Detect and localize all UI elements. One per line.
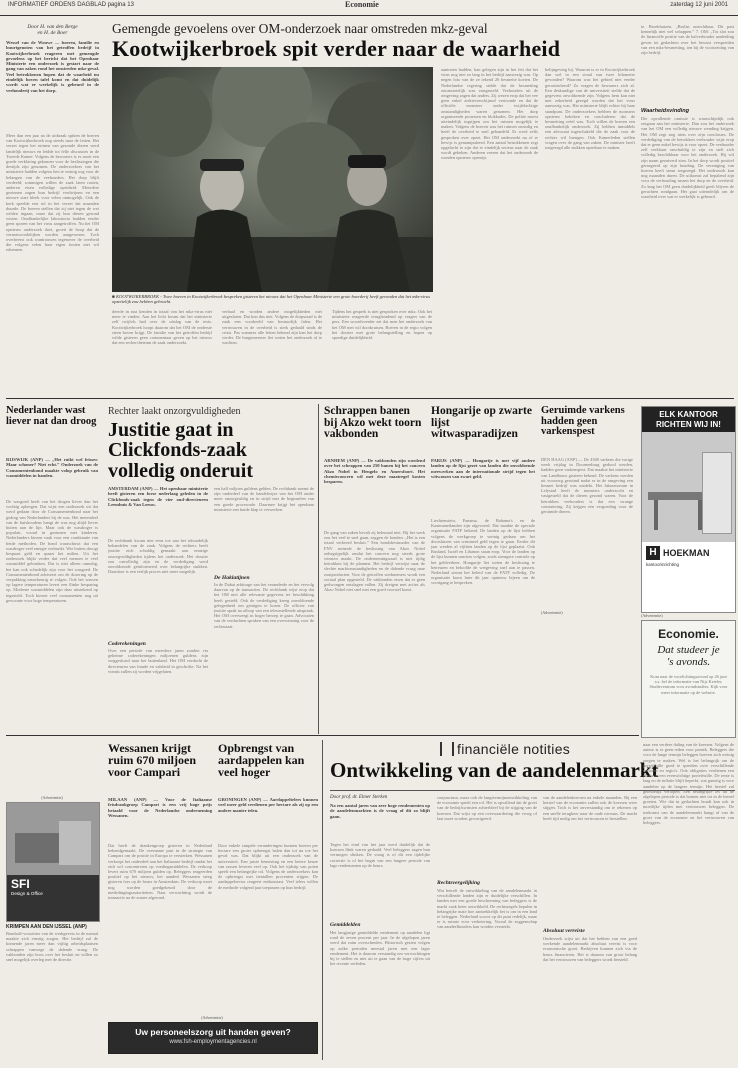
office-photo bbox=[7, 803, 99, 875]
ad-label-economie: (Advertentie) bbox=[641, 613, 663, 618]
lead-caption: ■ KOOTWIJKERBROEK - Twee boeren in Kootwijkerbroek bespreken gisteren het nieuws dat het Openbaar Ministerie een grote boerderij heeft gevonden dat het mkz-virus opzettelijk zou hebben gebracht. bbox=[112, 294, 431, 305]
lead-col2: deerde in rust kenden in totaal van het mkz-virus niet meer te vinden. Aan het licht kwam dat het ministerie zelf twijfels had over de uitslag van de tests. Kootwijkerbroek hoopt daarom dat het OM de onderste steen boven krijgt. De familie van het getroffen bedrijf wilde gisteren geen commentaar geven op het nieuws dat een rechercheteam de zaak onderzoekt. bbox=[112, 309, 212, 346]
economie-advertisement[interactable] bbox=[641, 620, 736, 738]
hoekman-title-top: ELK KANTOOR bbox=[642, 407, 735, 420]
sub-rechtsvergelijking: Rechtsvergelijking bbox=[437, 880, 480, 886]
sub-haklatijnen: De Haklatijnen bbox=[214, 575, 250, 581]
sfi-logo: SFI bbox=[11, 877, 30, 891]
notities-mark-icon bbox=[440, 742, 454, 756]
banner-line-1: Uw personeelszorg uit handen geven? bbox=[135, 1027, 291, 1037]
lead-col1: Meer dan een jaar na de uitbraak spitten de boeren van Kootwijkerbroek nog steeds naar de feiten. Het verzet tegen het ruimen van gezonde dieren werd landelijk nieuws en leidde tot felle discussies in de Tweede Kamer. Volgens de bewoners is er nooit een goede verklaring gekomen voor de beslissingen die destijds zijn genomen. De onderzoekers van het ministerie hadden volgens hen te weinig oog voor de belangen van de veehouders. Het dorp blijft verdeeld; sommigen willen de zaak laten rusten, anderen eisen volledige openheid. Meerdere gezinnen zagen hun bedrijf verdwijnen en een nieuwe start bleek voor velen onmogelijk. Ook de kerk speelde een rol in het verzet dat maanden duurde. De boeren stellen dat zij niet tegen de wet wilden ingaan, maar dat zij hun dieren gezond wisten. Onafhankelijke laboratoria hadden eerder geen sporen van het virus aangetroffen. Nu het OM opnieuw onderzoek doet, groeit de hoop dat de verantwoordelijken worden aangewezen. Toch overheerst ook wantrouwen tegenover de overheid die volgens velen haar eigen fouten niet wil erkennen. bbox=[6, 133, 99, 253]
justitie-kicker: Rechter laakt onzorgvuldigheden bbox=[108, 406, 241, 417]
divider-2 bbox=[322, 740, 323, 1060]
sub-waarheidsvinding: Waarheidsvinding bbox=[641, 108, 690, 114]
lead-col7-top: te. Broekhuizen. „Beslist onzichtbaar. Dit past kennelijk niet wel schappen.” 7. OM: „Tot slot zou de financiële positie van de kalverhouder aanleiding geven tot gedachten over het bewust verspreiden van een mkz-besmetting, ten bij de voortzetting van zijn bedrijf. bbox=[641, 24, 734, 56]
nederlander-headline: Nederlander wast liever nat dan droog bbox=[6, 405, 97, 427]
financiele-notities-section: financiële notities bbox=[440, 741, 600, 757]
opbrengst-body: Door enkele simpele veranderingen kunnen boeren per hectare een groter opbrengst halen dan tot nu toe het geval was. Dat blijkt uit een onderzoek van de universiteit. Een juiste bemesting en een betere keuze van rassen leveren veel op. Ook het tijdstip van poten speelt een belangrijke rol. Volgens de onderzoekers kan de opbrengst met tientallen procenten stijgen. De aardappelsector reageert enthousiast. Veel telers willen de methode volgend jaar toepassen op hun bedrijf. bbox=[218, 843, 318, 890]
schrappen-body: De gang van zaken bevalt zij helemaal niet. Bij het werk zou het veel te snel gaan, zeggen de bonden. „Het is een totaal verkeerd besluit.” Een bondsbestuurder van de FNV noemde de beslissing van Akzo Nobel onbegrijpelijk omdat het concern nog steeds grote winsten maakt. De ondernemingsraad is niet tijdig betrokken bij de plannen. Het bedrijf verwijst naar de slechte marktomstandigheden en de dalende vraag naar zoutproducten. Voor de getroffen werknemers wordt een sociaal plan opgesteld. De vakbonden eisen dat er geen gedwongen ontslagen vallen. Zij dreigen met acties als Akzo Nobel niet snel met een goed voorstel komt. bbox=[324, 530, 425, 593]
lead-col7: Die opvallende omissie is waarschijnlijk ook ontgaan aan het ministerie. Dan zou het onderzoek van het OM een volledig nieuwe wending krijgen. Het OM zegt nog niets over zijn conclusies. De verdediging van de betrokken veehouder wijst erop dat er geen enkel bewijs is voor opzet. De veehouder zelf verklaart onschuldig te zijn en stelt zich volledig beschikbaar voor het onderzoek. Hij wil zijn naam gezuiverd zien. In het dorp wordt positief gereageerd op zijn houding. De vereniging van boeren heeft steun toegezegd. Het onderzoek kan nog maanden duren. De uitkomst zal bepalend zijn voor de verhouding tussen het dorp en de overheid. Zo lang het OM geen duidelijkheid geeft blijven de geruchten rondgaan. Het gaat uiteindelijk om de waarheid over wat er werkelijk is gebeurd. bbox=[641, 116, 734, 200]
section-rule-2 bbox=[6, 735, 639, 736]
office-interior-photo bbox=[642, 432, 735, 542]
aandelen-intro: Na een aantal jaren van zeer hoge rendementen op de aandelenmarkten is de vraag of dit zo blijft gaan. bbox=[330, 803, 430, 819]
justitie-col1b: Over een periode van meerdere jaren zouden via geheime coderekeningen miljoenen guldens zijn weggesluisd naar het buitenland. Het OM verdacht de directeuren van fraude en valsheid in geschrifte. Na het vonnis zullen zij worden vrijgelaten. bbox=[108, 648, 208, 674]
krimpen-body: Bomhoff-voorzitter van de werkgevers in de metaal maakte zich ernstig zorgen. Het bedrijf zal de komende jaren meer dan vijftig arbeidsplaatsen schrappen vanwege de dalende vraag. De vakbonden zijn boos over het besluit en willen zo snel mogelijk overleg met de directie. bbox=[6, 931, 98, 963]
sfi-sub: Design & Office bbox=[11, 891, 43, 896]
justitie-col2: een half miljoen guldens gelden. De rechtbank noemt de zijn onderdeel van de handelwijze van het OM onder meer onzorgvuldig en in strijd met de beginselen van een goede procesorde. Daarmee krijgt het openbaar ministerie een harde klap te verwerken. bbox=[214, 486, 314, 512]
aandelen-col4: naar een verdere daling van de koersen. Volgens de auteur is er geen reden voor paniek. Beleggers die voor de lange termijn beleggen hoeven zich weinig zorgen te maken. Wel is het belangrijk om de portefeuille goed te spreiden over verschillende sectoren en regio's. Ook obligaties verdienen een plaats in een evenwichtige portefeuille. De rente is laag en de inflatie blijft beperkt, wat gunstig is voor aandelen op de langere termijn. Het herstel zal geleidelijk verlopen. Een belangrijke les uit de afgelopen periode is dat bomen niet tot in de hemel groeien. Wie dat in gedachten houdt kan ook in moeilijke tijden met vertrouwen beleggen. De toekomst van de aandelenmarkt hangt af van de groei van de economie en het vertrouwen van beleggers. bbox=[643, 742, 734, 826]
opbrengst-headline: Opbrengst van aardappelen kan veel hoger bbox=[218, 741, 305, 780]
economie-slogan-1: Dat studeer je bbox=[657, 644, 720, 656]
hoekman-brand: HOEKMAN bbox=[663, 548, 710, 558]
byline: Door H. van den Berge en H. de Boer bbox=[27, 24, 78, 36]
hoekman-sub: kantoorinrichting bbox=[646, 562, 680, 567]
ad-label-geruimde: (Advertentie) bbox=[541, 610, 563, 615]
lead-col3: verbaal en worden andere mogelijkheden niet uitgesloten. Dat kon dus niet. Volgens de dorpsraad is de zaak een voorbeeld van bestuurlijk falen. Het vertrouwen in de overheid is sterk gedaald sinds de crisis. Pas wanneer alle feiten bekend zijn kan het dorp verder. De burgemeester liet weten het onderzoek af te wachten. bbox=[222, 309, 322, 346]
hoekman-advertisement[interactable] bbox=[641, 406, 736, 613]
aandelen-byline: Door prof. dr. Elmer Sterken bbox=[330, 795, 388, 800]
hongarije-body: Liechtenstein, Panama, de Bahama's en de Kaaimaneilanden zijn afgevoerd. Dat maakte de speciale organisatie FATF bekend. De landen op de lijst hebben volgens de werkgroep te weinig gedaan om het doorsluizen van crimineel geld tegen te gaan. Eerder dit jaar werden al vijftien landen op de lijst geplaatst. Ook Rusland, Israël en Libanon staan erop. Voor de landen op de lijst kunnen sancties volgen, zoals strengere controle op het geldverkeer. Hongarije liet weten de beslissing te betreuren en beloofde de wetgeving snel aan te passen. Nederland steunt het beleid van de FATF volledig. De organisatie komt later dit jaar opnieuw bijeen om de voortgang te bespreken. bbox=[431, 518, 535, 586]
krimpen-headline: KRIMPEN AAN DEN IJSSEL (ANP) bbox=[6, 924, 87, 930]
lead-headline: Kootwijkerbroek spit verder naar de waarheid bbox=[112, 36, 561, 61]
header-date: zaterdag 12 juni 2001 bbox=[670, 2, 728, 8]
farmers-photo bbox=[112, 67, 433, 292]
nederlander-body: De wasgoed heeft van het drogen liever dan het vochtig opbergen. Dat wijst een onderzoek uit dat werd gedaan door de Consumentenbond naar het gedrag van Nederlanders bij de was. Het merendeel van de huishoudens hangt de was nog altijd liever buiten aan de lijn. Maar ook de wasdroger is populair, vooral in gezinnen met kinderen. Nederlanders kiezen vaak voor een combinatie van beide methoden. De bond waarschuwt dat een wasdroger veel energie verbruikt. Wie buiten droogt bespaart geld en spaart het milieu. Uit het onderzoek blijkt verder dat veel mensen te veel wasmiddel gebruiken. Dat is niet alleen onnodig, het kan ook schadelijk zijn voor het wasgoed. De Consumentenbond adviseert om de dosering op de verpakking nauwkeurig te volgen. Ook het wassen op lagere temperaturen levert een flinke besparing op. Moderne wasmiddelen zijn daar uitstekend op ingesteld. Toch kiezen veel consumenten nog uit gewoonte voor hoge temperaturen. bbox=[6, 499, 98, 603]
hongarije-intro: PARIJS (ANP) — Hongarije is met vijf andere landen op de lijst gezet van landen die onvoldoende meewerken aan de internationale strijd tegen het witwassen van zwart geld. bbox=[431, 458, 535, 479]
lead-kicker: Gemengde gevoelens over OM-onderzoek naar omstreden mkz-geval bbox=[112, 21, 488, 36]
lead-col6: kelijngeving bij. Waarom is er in Kootwijkerbroek dan wel in een straal van twee kilometer gevonden? Waarom was het gebied niet eerder gecontroleerd? Zo vragen de bewoners zich af. Een deskundige van de universiteit stelde dat de gegevens onvoldoende zijn. Volgens hem kan niet met zekerheid gezegd worden dat het virus aanwezig was. Het ministerie blijft echter bij haar standpunt. De onderzoekers hebben de monsters opnieuw bekeken en concluderen dat de besmetting reëel was. Toch willen de boeren een onafhankelijk onderzoek. Zij hebben inmiddels een advocaat ingeschakeld die de zaak voor de rechter wil brengen. Ook Kamerleden stellen vragen over de gang van zaken. De minister heeft toegezegd alle stukken openbaar te maken. bbox=[545, 67, 635, 151]
economie-slogan-2: 's avonds. bbox=[666, 656, 711, 668]
lead-col4: Tijdens het gesprek is niet gesproken over mkz. Ook het ministerie reageerde terughoudend op vragen van de pers. Een woordvoerder zei dat men het onderzoek van het OM niet wil doorkruisen. Boeren in de regio volgen het dossier met grote belangstelling en hopen op spoedige duidelijkheid. bbox=[332, 309, 432, 341]
geruimde-headline: Geruimde varkens hadden geen varkenspest bbox=[541, 405, 625, 438]
header-rule bbox=[0, 15, 738, 16]
justitie-headline: Justitie gaat in Clickfonds-zaak volledig onderuit bbox=[108, 419, 254, 482]
opbrengst-intro: GRONINGEN (ANP) — Aardappeltelers kunnen veel meer geld verdienen per hectare als zij op een andere manier telen. bbox=[218, 797, 318, 813]
ad-label-left: (Advertentie) bbox=[41, 795, 63, 800]
hongarije-headline: Hongarije op zwarte lijst witwasparadijzen bbox=[431, 405, 532, 441]
aandelen-col2b: Wat betreft de ontwikkeling van de aandelenmarkt in verschillende landen zijn er duidelijke verschillen. In landen met een goede bescherming van beleggers is de markt vaak beter ontwikkeld. De rechtsregels bepalen in belangrijke mate hoe aantrekkelijk het is om in een land te beleggen. Nederland scoort op dit punt redelijk, maar er is ruimte voor verbetering. Vooral de zeggenschap van aandeelhouders kan worden versterkt. bbox=[437, 888, 537, 930]
wessanen-body: Dat heeft de drankengroep gisteren in Nederland bekendgemaakt. De overname past in de strategie van Campari om de positie in Europa te versterken. Wessanen verkoopt het onderdeel aan het Italiaanse bedrijf omdat het zich wil concentreren op voedingsmiddelen. De verkoop levert ruim 670 miljoen gulden op. Beleggers reageerden positief op het nieuws; het aandeel Wessanen steeg gisteren fors op de beurs in Amsterdam. De verkoop moet nog worden goedgekeurd door de mededingingsautoriteiten. Naar verwachting wordt de transactie na de zomer afgerond. bbox=[108, 843, 212, 901]
sub-coderekeningen: Coderekeningen bbox=[108, 641, 146, 647]
economie-ad-text: Kom naar de voorlichtingsavond op 26 juni a.s. bel de informatie van Nijs Keteler, Studiecentrum voor avondstudies. Kijk voor meer informatie op de website. bbox=[649, 674, 728, 695]
section-title: Economie bbox=[345, 0, 379, 9]
geruimde-body: DEN HAAG (ANP) — De 4300 varkens die vorige week vrijdag in Doornenburg gedood werden, hadden geen varkenspest. Dat maakte het ministerie van Landbouw gisteren bekend. De varkens werden uit voorzorg geruimd nadat er in de omgeving een besmet bedrijf was ontdekt. Het laboratorium in Lelystad heeft de monsters onderzocht en vastgesteld dat de dieren gezond waren. Voor de betrokken veehouders is dat een wrange constatering. Zij krijgen een vergoeding voor de geruimde dieren. bbox=[541, 457, 633, 515]
economie-brand: Economie. bbox=[658, 627, 719, 641]
lead-intro: Wessel van de Wouwe — boeren, familie en buurtgenoten van het getroffen bedrijf in Kootwijkerbroek reageren met gemengde gevoelens op het bericht dat het Openbaar Ministerie een onderzoek is gestart naar de gang van zaken rond het omstreden mkz-geval. Veel betrokkenen hopen dat de waarheid nu eindelijk boven tafel komt en dat duidelijk wordt wat er werkelijk is gebeurd in de veehouderij van het dorp. bbox=[6, 40, 99, 93]
camera-icon: ■ bbox=[112, 294, 116, 299]
lead-photo bbox=[112, 67, 433, 292]
sub-gemiddelden: Gemiddelden bbox=[330, 922, 361, 928]
lead-col5: aantonen hadden, kan gelegen zijn in het feit dat het virus nog niet zo lang in het bedrijf aanwezig was. Op negen foto van de ze tekend 26 besmette koeien. De Nederlandse regering stelde dat de besmetting onomstotelijk was vastgesteld. Veehouders uit de omgeving zagen dat anders. Zij wezen erop dat het vee geen enkel ziekteverschijnsel vertoonde en dat de officiële monsters onder twijfelachtige omstandigheden waren genomen. Het dorp organiseerde protesten en blokkades. De politie moest uiteindelijk ingrijpen om het ruimen mogelijk te maken. Volgens de boeren was het ruimen onnodig en heeft de overheid te snel gehandeld. Er werd zelfs gesproken over opzet. Het OM onderzoekt nu of er bewijs is gemanipuleerd. Een aantal betrokkenen zegt opgelucht te zijn dat er eindelijk serieus naar de zaak wordt gekeken. Anderen vrezen dat het onderzoek de wonden opnieuw openrijt. bbox=[441, 67, 538, 161]
schrappen-headline: Schrappen banen bij Akzo wekt toorn vakbonden bbox=[324, 405, 422, 441]
justitie-col2b: In de Dubai arbitrage van het veranderde en het vervolg daarvan op de transacties. De rechtbank wijst erop dat het OM niet alle relevante gegevens ter beschikking heeft gesteld. Ook de verdediging kreeg onvoldoende gelegenheid om getuigen te horen. De officier van justitie sprak na afloop van een teleurstellende uitspraak. Het OM overweegt in hoger beroep te gaan. Advocaten van de verdachten spraken van een overwinning voor de rechtsstaat. bbox=[214, 582, 314, 629]
page-header bbox=[0, 0, 738, 11]
ad-label-banner: (Advertentie) bbox=[201, 1015, 223, 1020]
hoekman-logo-icon: H bbox=[646, 546, 660, 560]
banner-line-2: www.fsh-employmentagencies.nl bbox=[169, 1039, 257, 1045]
employment-banner-ad[interactable] bbox=[108, 1022, 318, 1054]
aandelen-col1b: Het langjarige gemiddelde rendement op aandelen ligt rond de zeven procent per jaar. In de afgelopen jaren werd dat ruim overschreden. Historisch gezien volgen op zulke perioden meestal jaren met een lager rendement. Het is daarom verstandig om verwachtingen bij te stellen en niet uit te gaan van de hoge cijfers uit het recente verleden. bbox=[330, 930, 430, 967]
section-rule bbox=[6, 398, 734, 399]
wessanen-intro: MILAAN (ANP) — Voor de Italiaanse frisdrankgroep Campari is een vrij hoge prijs betaald voor de Nederlandse onderneming Wessanen. bbox=[108, 797, 212, 818]
aandelen-col3: van de aandelenkoersen na enkele maanden. Bij een herstel van de economie zullen ook de koersen weer stijgen. Toch is het onverstandig om te rekenen op een snelle terugkeer naar de oude niveaus. De markt heeft tijd nodig om het vertrouwen te herstellen. bbox=[543, 795, 637, 821]
header-left: INFORMATIEF ORDENS DAGBLAD pagina 13 bbox=[8, 2, 134, 8]
divider bbox=[318, 404, 319, 734]
aandelen-col1: Tegen het eind van het jaar werd duidelijk dat de koersen flink waren gedaald. Veel beleggers zagen hun vermogen slinken. De vraag is of dit een tijdelijke correctie is of het begin van een langere periode van lage rendementen op de beurs. bbox=[330, 842, 430, 868]
schrappen-intro: ARNHEM (ANP) — De vakbonden zijn woedend over het schrappen van 250 banen bij het concern Akzo Nobel in Hengelo en Amersfoort. Het chemieconcern wil met deze maatregel kosten besparen. bbox=[324, 458, 425, 485]
sfi-advertisement[interactable] bbox=[6, 802, 100, 922]
hoekman-title-bottom: RICHTEN WIJ IN! bbox=[642, 420, 735, 432]
justitie-intro: AMSTERDAM (ANP) — Het openbaar ministerie heeft gisteren een forse nederlaag geleden in de Clickfonds-zaak tegen de vier oud-directeuren Leemhuis & Van Leeuw. bbox=[108, 486, 208, 507]
sub-absoluut: Absoluut verreiste bbox=[543, 928, 585, 934]
aandelen-col3b: Onderzoek wijst uit dat het hebben van een goed werkende aandelenmarkt absoluut vereist is voor economische groei. Bedrijven kunnen zich via de beurs financieren. Het is daarom van groot belang dat het vertrouwen van beleggers wordt hersteld. bbox=[543, 936, 637, 962]
wessanen-headline: Wessanen krijgt ruim 670 miljoen voor Campari bbox=[108, 741, 196, 780]
nederlander-intro: RIJSWIJK (ANP) — „Het ruikt wel frisser. Maar schoner? Niet echt.” Onderzoek van de Consumentenbond maakte volop gebruik van wasmiddelen in handen. bbox=[6, 457, 98, 478]
aandelen-col2: conjunctuur, maar ook de langetermijnontwikkeling van de economie speelt een rol. Het is opvallend dat de groei van de bedrijfswinsten achterbleef bij de stijging van de koersen. Dat wijst op een overwaardering die vroeg of laat moet worden gecorrigeerd. bbox=[437, 795, 537, 821]
justitie-col1: De rechtbank kwam niet eens toe aan het inhoudelijk behandelen van de zaak. Volgens de rechters heeft justitie zich schuldig gemaakt aan ernstige onzorgvuldigheden tijdens het onderzoek. Het dossier zou onvolledig zijn en de verdediging werd onvoldoende geïnformeerd over belangrijke stukken. Daardoor is een eerlijk proces niet meer mogelijk. bbox=[108, 538, 208, 575]
aandelen-headline: Ontwikkeling van de aandelenmarkt bbox=[330, 758, 659, 782]
